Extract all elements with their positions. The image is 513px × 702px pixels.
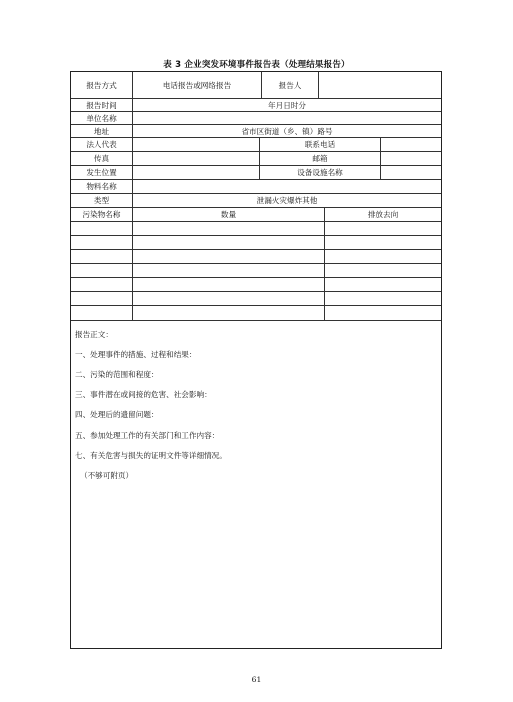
material-label: 物料名称	[71, 180, 133, 193]
material-field[interactable]	[133, 180, 441, 193]
report-item: 七、有关危害与损失的证明文件等详细情况。	[75, 451, 227, 460]
report-item: 五、参加处理工作的有关部门和工作内容：	[75, 431, 220, 440]
pollutant-quantity-cell[interactable]	[133, 222, 325, 235]
report-item: 二、污染的范围和程度：	[75, 370, 159, 379]
row-report-method	[71, 72, 441, 99]
pollutant-name-cell[interactable]	[71, 306, 133, 320]
pollutant-row	[71, 250, 441, 264]
pollutant-name-cell[interactable]	[71, 250, 133, 263]
pollutant-quantity-cell[interactable]	[133, 236, 325, 249]
phone-field[interactable]	[381, 138, 441, 151]
pollutant-name-cell[interactable]	[71, 236, 133, 249]
fax-label: 传真	[71, 152, 133, 165]
pollutant-discharge-cell[interactable]	[325, 292, 441, 305]
address-label: 地址	[71, 125, 133, 137]
page-number: 61	[251, 675, 262, 684]
pollutant-name-cell[interactable]	[71, 278, 133, 291]
pollutant-name-cell[interactable]	[71, 222, 133, 235]
pollutant-label: 污染物名称	[71, 208, 133, 221]
legal-rep-field[interactable]	[133, 138, 260, 151]
form-title: 表 3 企业突发环境事件报告表（处理结果报告）	[163, 60, 350, 70]
pollutant-discharge-cell[interactable]	[325, 222, 441, 235]
unit-name-label: 单位名称	[71, 112, 133, 124]
pollutant-row	[71, 236, 441, 250]
row-material	[71, 180, 441, 194]
pollutant-row	[71, 222, 441, 236]
address-value[interactable]: 省市区街道（乡、镇）路号	[241, 126, 333, 136]
report-item: 四、处理后的遗留问题：	[75, 410, 159, 419]
fax-field[interactable]	[133, 152, 260, 165]
phone-label: 联系电话	[260, 138, 381, 151]
pollutant-row	[71, 264, 441, 278]
pollutant-name-cell[interactable]	[71, 264, 133, 277]
unit-name-field[interactable]	[133, 112, 441, 124]
row-report-time	[71, 99, 441, 112]
pollutant-quantity-cell[interactable]	[133, 306, 325, 320]
legal-rep-label: 法人代表	[71, 138, 133, 151]
row-legal-rep	[71, 138, 441, 152]
pollutant-table-header	[71, 208, 441, 222]
location-label: 发生位置	[71, 166, 133, 179]
facility-field[interactable]	[381, 166, 441, 179]
postcode-field[interactable]	[381, 152, 441, 165]
attachment-note: （不够可附页）	[80, 471, 134, 480]
pollutant-discharge-cell[interactable]	[325, 306, 441, 320]
postcode-label: 邮箱	[260, 152, 381, 165]
pollutant-row	[71, 292, 441, 306]
report-form	[70, 71, 442, 649]
report-method-label: 报告方式	[71, 72, 133, 98]
pollutant-quantity-cell[interactable]	[133, 278, 325, 291]
row-address	[71, 125, 441, 138]
facility-label: 设备设施名称	[260, 166, 381, 179]
discharge-label: 排放去向	[367, 210, 399, 219]
report-body[interactable]	[71, 321, 441, 648]
pollutant-name-cell[interactable]	[71, 292, 133, 305]
report-method-value[interactable]: 电话报告或网络报告	[133, 72, 262, 98]
type-value[interactable]: 泄漏火灾爆炸其他	[256, 196, 318, 205]
reporter-label: 报告人	[262, 72, 319, 98]
pollutant-discharge-cell[interactable]	[325, 264, 441, 277]
type-label: 类型	[71, 194, 133, 207]
pollutant-quantity-cell[interactable]	[133, 250, 325, 263]
report-time-label: 报告时间	[71, 99, 133, 111]
pollutant-quantity-cell[interactable]	[133, 264, 325, 277]
row-type	[71, 194, 441, 208]
pollutant-discharge-cell[interactable]	[325, 250, 441, 263]
report-time-value[interactable]: 年月日时分	[268, 100, 306, 110]
quantity-label: 数量	[133, 208, 325, 221]
pollutant-row	[71, 278, 441, 292]
pollutant-discharge-cell[interactable]	[325, 278, 441, 291]
reporter-field[interactable]	[319, 72, 441, 98]
row-unit-name	[71, 112, 441, 125]
report-item: 三、事件潜在或间接的危害、社会影响：	[75, 390, 212, 399]
row-location	[71, 166, 441, 180]
pollutant-discharge-cell[interactable]	[325, 236, 441, 249]
pollutant-row	[71, 306, 441, 321]
report-body-heading: 报告正文：	[75, 330, 113, 339]
row-fax	[71, 152, 441, 166]
pollutant-quantity-cell[interactable]	[133, 292, 325, 305]
location-field[interactable]	[133, 166, 260, 179]
report-item: 一、处理事件的措施、过程和结果：	[75, 350, 197, 359]
